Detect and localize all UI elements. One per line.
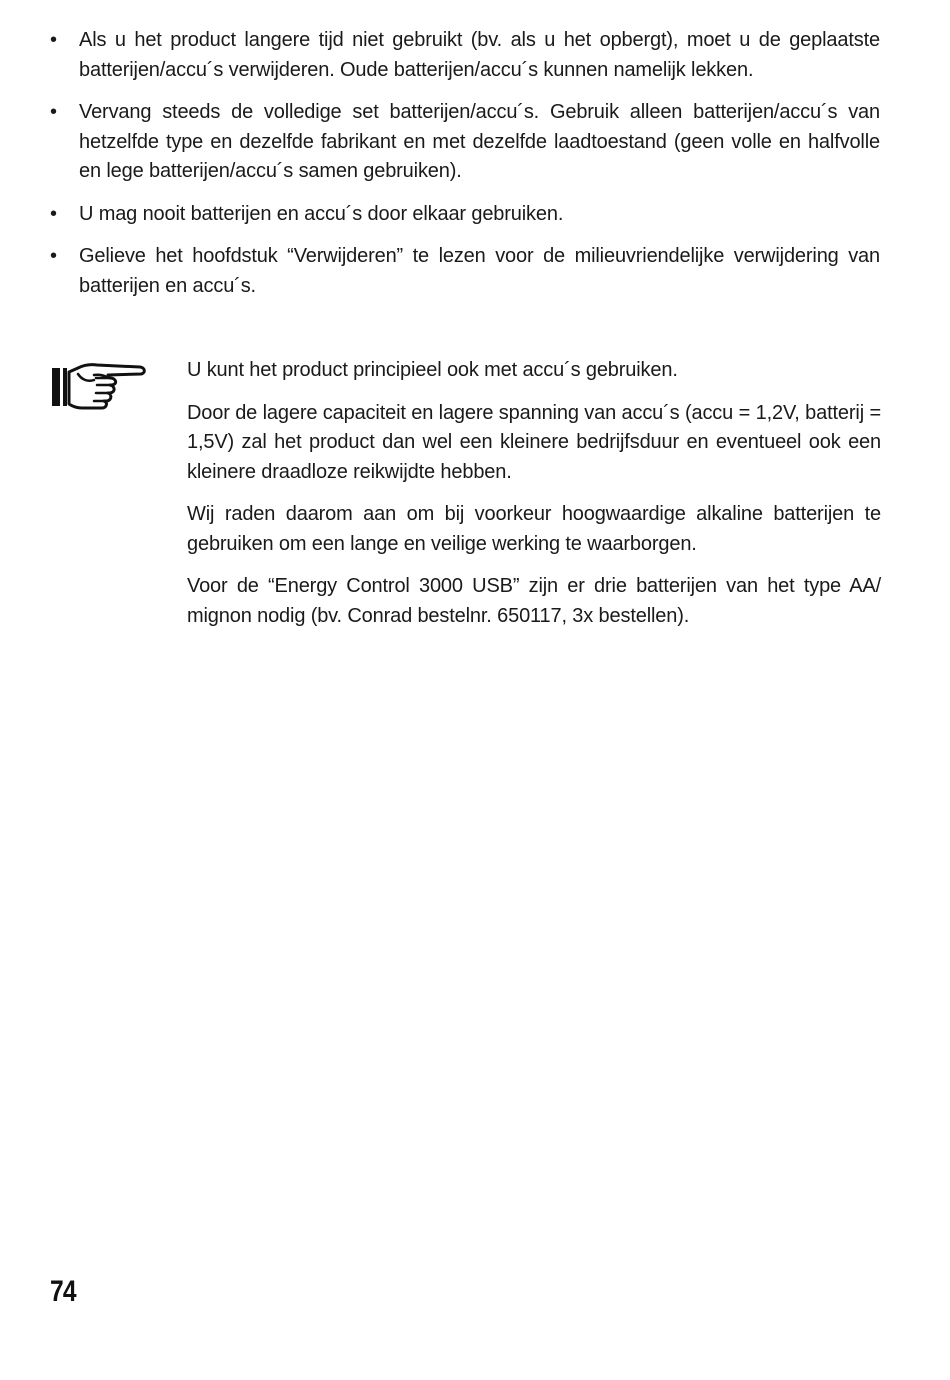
bullet-marker: •: [50, 245, 57, 267]
pointing-hand-icon: [50, 360, 148, 414]
list-item-text: Vervang steeds de volledige set batterijen/accu´s. Gebruik alleen batterijen/accu´s van hetzelfde type en dezelfde fabrikant en met dezelfde laadtoestand (geen volle en halfvolle en lege batterijen/accu´s samen gebruiken).: [79, 101, 880, 182]
bullet-marker: •: [50, 101, 57, 123]
note-paragraph: U kunt het product principieel ook met accu´s gebruiken.: [187, 359, 678, 381]
bullet-marker: •: [50, 29, 57, 51]
list-item: [50, 26, 880, 85]
battery-instructions-list: [50, 26, 880, 314]
note-paragraph: Voor de “Energy Control 3000 USB” zijn er drie batterijen van het type AA/ mignon nodig (bv. Conrad bestelnr. 650117, 3x bestellen).: [187, 575, 881, 627]
list-item: [50, 242, 880, 301]
list-item: [50, 200, 880, 230]
list-item-text: U mag nooit batterijen en accu´s door elkaar gebruiken.: [79, 202, 564, 225]
list-item-text: Gelieve het hoofdstuk “Verwijderen” te lezen voor de milieuvriendelijke verwijdering van batterijen en accu´s.: [79, 245, 880, 297]
list-item: [50, 98, 880, 187]
page-number: 74: [50, 1275, 76, 1308]
note-paragraph: Door de lagere capaciteit en lagere spanning van accu´s (accu = 1,2V, batterij = 1,5V) zal het product dan wel een kleinere bedrijfsduur en eventueel ook een kleinere draadloze reikwijdte hebben.: [187, 401, 881, 483]
bullet-marker: •: [50, 202, 57, 225]
note-block: [187, 356, 881, 644]
list-item-text: Als u het product langere tijd niet gebruikt (bv. als u het opbergt), moet u de geplaatste batterijen/accu´s verwijderen. Oude batterijen/accu´s kunnen namelijk lekken.: [79, 29, 880, 81]
note-paragraph: Wij raden daarom aan om bij voorkeur hoogwaardige alkaline batterijen te gebruiken om een lange en veilige werking te waarborgen.: [187, 503, 881, 555]
